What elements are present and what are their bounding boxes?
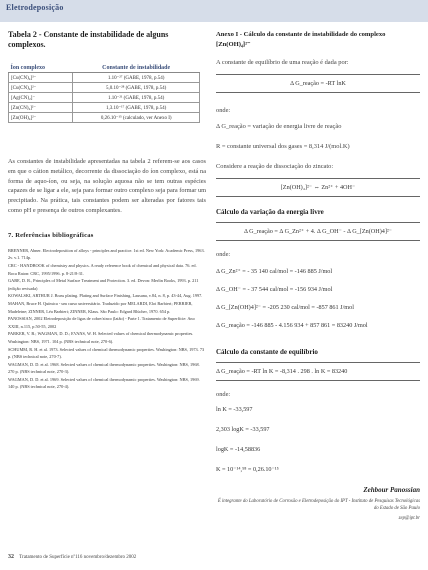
page-number: 32 <box>8 554 14 560</box>
reference-item: CRC - HANDBOOK of chemistry and physics. A ready reference book of chemical and physical data. 76. ed. Boca Raton: CRC, 1995/1996. p. 8-21/8-31. <box>8 262 197 276</box>
table-cell-ion: [Zn(OH)₄]²⁻ <box>9 113 73 123</box>
reference-item: MAHAN, Bruce H. Química - um curso universitário. Traduzido por MELARDI, Eloi Barbieri; PERRIER, Madeleine; ZINNER, Léa Barbieri; ZINNER, Klaus. São Paulo: Edgard Blücher, 1970. 654 p. <box>8 300 193 314</box>
table-cell-ion: [Cu(CN)₄]³⁻ <box>9 73 73 83</box>
table-cell-ion: [Ag(CN)₂]⁻ <box>9 93 73 103</box>
consider-text: Considere a reação de dissociação do zincato: <box>216 163 334 170</box>
reference-item: WAGMAN, D. D. et al. 1968. Selected values of chemical thermodynamic properties. Washington: NBS, 1968. 270 p. (NBS technical note, 270-3). <box>8 361 200 375</box>
left-column <box>8 30 206 391</box>
table-header-ion: Íon complexo <box>9 64 73 73</box>
calc-logk-2303: 2,303 logK = -33,597 <box>216 426 270 433</box>
definition-delta-g: Δ G_reação = variação de energia livre de reação <box>216 123 342 130</box>
annex-intro: A constante de equilíbrio de uma reação é dada por: <box>216 59 349 66</box>
table-row <box>9 93 200 103</box>
page-footer <box>8 554 136 560</box>
value-oh: Δ G_OH⁻ = - 37 544 cal/mol = -156 934 J/mol <box>216 286 333 293</box>
table-row <box>9 103 200 113</box>
table-row <box>9 73 200 83</box>
onde-label: onde: <box>216 107 231 114</box>
table-cell-constant: 5,0.10⁻²⁸ (GABE, 1978, p.54) <box>73 83 200 93</box>
table-header-constant: Constante de instabilidade <box>73 64 200 73</box>
equation-dissociation: [Zn(OH)₄]²⁻ ⇔ Zn²⁺ + 4OH⁻ <box>216 178 420 197</box>
references-list <box>8 247 206 391</box>
reference-item: PANOSSIAN, 2002 Eletrodeposição de ligas de cobre/zinco (latão) - Parte 1. Tratamento de Superfície: Ano XXIII, n.115, p.50-55, 2002 <box>8 316 195 329</box>
table-title: Tabela 2 - Constante de instabilidade de alguns complexos. <box>8 30 169 49</box>
journal-info: Tratamento de Superfície nº116 novembro/dezembro 2002 <box>19 555 137 560</box>
table-cell-constant: 1.10⁻²⁷ (GABE, 1978, p.54) <box>73 73 200 83</box>
body-paragraph: As constantes de instabilidade apresentadas na tabela 2 referem-se aos casos em que o cátion metálico, decorrente da dissociação do íon complexo, está na forma de aquo-íon, ou seja, na solução aquosa não se tem outras espécies capazes de se ligar a ele, seja para formar outro complexo seja para formar um precipitado. Na prática, tais constantes podem ser alteradas por fatores tais como pH e presença de outros complexantes. <box>8 158 206 214</box>
definition-r: R = constante universal dos gases = 8,314 J/(mol.K) <box>216 143 350 150</box>
onde-label: onde: <box>216 251 231 258</box>
references-heading: 7. Referências bibliográficas <box>8 231 94 239</box>
reference-item: SCHUMM, R. H. et al. 1973. Selected values of chemical thermodynamic properties. Washington: NBS, 1973. 73 p. (NBS technical note, 270-7). <box>8 346 205 360</box>
calc-k: K = 10⁻¹⁴,⁵⁸ = 0,26.10⁻¹⁵ <box>216 466 279 473</box>
subsection-constant: Cálculo da constante de equilíbrio <box>216 348 318 356</box>
table-cell-ion: [Zn(CN)₄]²⁻ <box>9 103 73 113</box>
calc-lnk: ln K = -33,597 <box>216 406 253 413</box>
equation-gibbs: Δ G_reação = -RT lnK <box>216 74 420 93</box>
annex-title: Anexo I - Cálculo da constante de instabilidade do complexo [Zn(OH)₄]²⁻ <box>216 31 386 48</box>
table-row <box>9 113 200 123</box>
section-title: Eletrodeposição <box>6 3 64 12</box>
table-cell-ion: [Cu(CN)₄]²⁻ <box>9 83 73 93</box>
value-reaction: Δ G_reação = -146 885 - 4.156 934 + 857 861 = 83240 J/mol <box>216 322 368 329</box>
onde-label: onde: <box>216 391 231 398</box>
author-affiliation: É integrante do Laboratório de Corrosão e Eletrodeposição do IPT - Instituto de Pesquisas Tecnológicas do Estado de São Paulo <box>217 499 420 511</box>
constants-table <box>8 64 200 123</box>
reference-item: PARKER, V. B.; WAGMAN, D. D.; EVANS, W. H. Selected values of chemical thermodynamic properties. Washington: NBS, 1971. 104 p. (NBS technical note, 270-6). <box>8 331 194 344</box>
table-row <box>9 83 200 93</box>
equation-energy: Δ G_reação = Δ G_Zn²⁺ + 4. Δ G_OH⁻ - Δ G_[Zn(OH)4]²⁻ <box>216 222 420 241</box>
reference-item: KOWALSKI, ARTHUR J. Brass plating. Plating and Surface Finishing, Lausana, v.84, n. 8, p. 43-44, Aug. 1997. <box>8 293 203 299</box>
table-cell-constant: 1.10⁻²¹ (GABE, 1978, p.54) <box>73 93 200 103</box>
table-cell-constant: 0,26.10⁻¹⁵ (calculado, ver Anexo I) <box>73 113 200 123</box>
calc-logk: logK = -14,58836 <box>216 446 261 453</box>
equation-constant: Δ G_reação = -RT ln K = -8,314 . 298 . ln K = 83240 <box>216 362 420 381</box>
reference-item: GABE, D. R., Principles of Metal Surface Treatment and Protection. 3. ed. Devon: Merlin Books, 1993. p. 211 (edição revisada) <box>8 278 199 291</box>
author-email: zep@ipt.br <box>398 516 420 521</box>
author-name: Zehbour Panossian <box>363 486 420 494</box>
subsection-energy: Cálculo da variação da energia livre <box>216 208 324 216</box>
table-cell-constant: 1,3.10⁻¹⁷ (GABE, 1978, p.54) <box>73 103 200 113</box>
section-header-bar <box>0 0 428 22</box>
value-zincate: Δ G_[Zn(OH)4]²⁻ = -205 230 cal/mol = -857 861 J/mol <box>216 304 354 311</box>
reference-item: BRENNER, Abner. Electrodeposition of alloys - principles and practice. 1st ed. New York: Academic Press, 1963. 2v. v.1. 714p. <box>8 247 205 261</box>
value-zn: Δ G_Zn²⁺ = - 35 140 cal/mol = -146 885 J/mol <box>216 268 333 275</box>
reference-item: WAGMAN, D. D. et al. 1969. Selected values of chemical thermodynamic properties. Washington: NBS, 1969. 140 p. (NBS technical note, 270-4). <box>8 376 200 390</box>
